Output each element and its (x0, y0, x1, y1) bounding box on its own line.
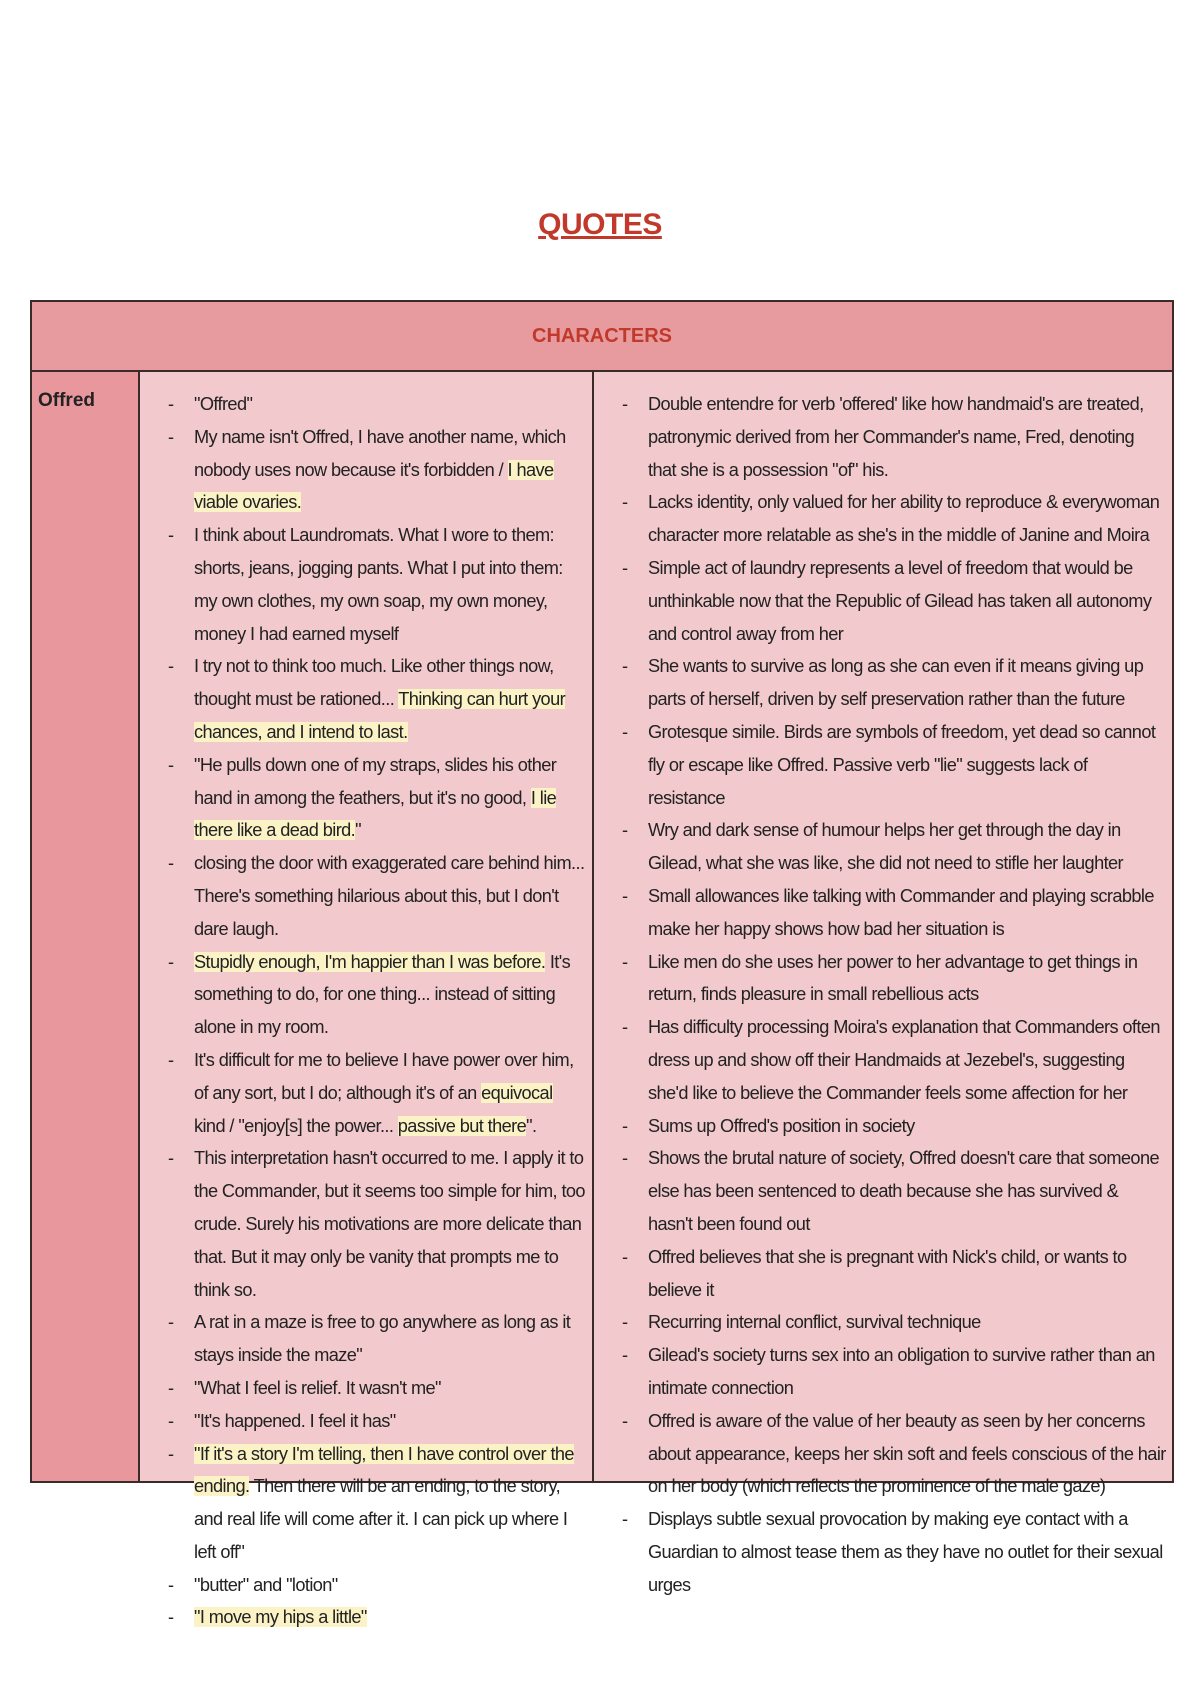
analysis-item: - She wants to survive as long as she can even if it means giving up parts of herself, driven by self preservation rather than the future (622, 650, 1166, 716)
analysis-item: - Grotesque simile. Birds are symbols of freedom, yet dead so cannot fly or escape like Offred. Passive verb "lie" suggests lack of resistance (622, 716, 1166, 814)
quote-text: "He pulls down one of my straps, slides his other hand in among the feathers, but it's no good, (194, 754, 557, 808)
quote-item (168, 847, 586, 945)
analysis-cell (594, 372, 1172, 1595)
analysis-item: - Displays subtle sexual provocation by making eye contact with a Guardian to almost tease them as they have no outlet for their sexual urges (622, 1503, 1166, 1601)
table-header: CHARACTERS (32, 302, 1172, 372)
quote-item (168, 1438, 586, 1569)
quote-item (168, 519, 586, 650)
analysis-list (622, 388, 1166, 1601)
quote-item (168, 1372, 586, 1405)
analysis-item: - Like men do she uses her power to her advantage to get things in return, finds pleasure in small rebellious acts (622, 946, 1166, 1012)
quote-item (168, 1306, 586, 1372)
analysis-item: - Offred believes that she is pregnant with Nick's child, or wants to believe it (622, 1241, 1166, 1307)
quote-text: "What I feel is relief. It wasn't me" (194, 1377, 441, 1398)
quote-text: kind / "enjoy[s] the power... (194, 1115, 398, 1136)
highlighted-quote-text: Thinking can hurt your chances, and I intend to last. (194, 689, 566, 742)
characters-table (30, 300, 1174, 1628)
quote-item (168, 1044, 586, 1142)
analysis-item: - Recurring internal conflict, survival technique (622, 1306, 1166, 1339)
quote-item (168, 749, 586, 847)
quote-text: I think about Laundromats. What I wore to them: shorts, jeans, jogging pants. What I put into them: my own clothes, my own soap, my own money, money I had earned myself (194, 525, 563, 644)
analysis-item: - Simple act of laundry represents a level of freedom that would be unthinkable now that the Republic of Gilead has taken all autonomy and control away from her (622, 552, 1166, 650)
quote-text: "Offred" (194, 394, 253, 414)
analysis-item: - Offred is aware of the value of her beauty as seen by her concerns about appearance, keeps her skin soft and feels conscious of the hair on her body (which reflects the prominence of the male gaze) (622, 1405, 1166, 1503)
quote-text: My name isn't Offred, I have another name, which nobody uses now because it's forbidden / (194, 426, 566, 480)
quote-item (168, 388, 586, 421)
highlighted-quote-text: I lie there like a dead bird. (194, 787, 557, 841)
quote-item (168, 1142, 586, 1306)
quote-text: "butter" and "lotion" (194, 1574, 338, 1595)
quote-text: "It's happened. I feel it has" (194, 1410, 396, 1431)
highlighted-quote-text: "I move my hips a little" (194, 1607, 367, 1628)
quote-item (168, 650, 586, 748)
quote-text: It's something to do, for one thing... instead of sitting alone in my room. (194, 951, 571, 1038)
quote-item (168, 421, 586, 519)
analysis-item: - Gilead's society turns sex into an obligation to survive rather than an intimate connection (622, 1339, 1166, 1405)
analysis-item: - Wry and dark sense of humour helps her get through the day in Gilead, what she was like, she did not need to stifle her laughter (622, 814, 1166, 880)
quote-text: Then there will be an ending, to the story, and real life will come after it. I can pick up where I left off" (194, 1476, 568, 1562)
quote-item (168, 1601, 586, 1634)
page-title: QUOTES (538, 208, 662, 241)
analysis-item: - Lacks identity, only valued for her ability to reproduce & everywoman character more relatable as she's in the middle of Janine and Moira (622, 486, 1166, 552)
quote-text: closing the door with exaggerated care behind him... There's something hilarious about this, but I don't dare laugh. (194, 853, 585, 939)
quotes-list (168, 388, 586, 1634)
highlighted-quote-text: I have viable ovaries. (194, 459, 554, 513)
analysis-item: - Shows the brutal nature of society, Offred doesn't care that someone else has been sentenced to death because she has survived & hasn't been found out (622, 1142, 1166, 1240)
quote-text: A rat in a maze is free to go anywhere as long as it stays inside the maze" (194, 1312, 571, 1366)
quote-item (168, 1405, 586, 1438)
analysis-item: - Sums up Offred's position in society (622, 1110, 1166, 1143)
highlighted-quote-text: equivocal (481, 1082, 553, 1103)
quotes-cell (140, 372, 594, 1628)
analysis-item: - Has difficulty processing Moira's explanation that Commanders often dress up and show off their Handmaids at Jezebel's, suggesting she'd like to believe the Commander feels some affection for her (622, 1011, 1166, 1109)
quote-text: It's difficult for me to believe I have power over him, of any sort, but I do; although it's of an (194, 1049, 574, 1103)
analysis-item: - Small allowances like talking with Commander and playing scrabble make her happy shows how bad her situation is (622, 880, 1166, 946)
character-name: Offred (32, 372, 140, 1481)
highlighted-quote-text: "If it's a story I'm telling, then I have control over the ending. (194, 1443, 574, 1497)
quote-text: ". (526, 1115, 537, 1136)
table-row (32, 372, 1172, 1628)
highlighted-quote-text: passive but there (397, 1115, 527, 1136)
highlighted-quote-text: Stupidly enough, I'm happier than I was before. (194, 951, 546, 972)
quote-text: This interpretation hasn't occurred to me. I apply it to the Commander, but it seems too simple for him, too crude. Surely his motivations are more delicate than that. But it may only be vanity that prompts me to think so. (194, 1148, 585, 1300)
quote-item (168, 946, 586, 1044)
quote-text: " (355, 820, 361, 841)
quote-item (168, 1569, 586, 1602)
analysis-item: - Double entendre for verb 'offered' like how handmaid's are treated, patronymic derived from her Commander's name, Fred, denoting that she is a possession "of" his. (622, 388, 1166, 486)
quote-text: I try not to think too much. Like other things now, thought must be rationed... (194, 656, 554, 710)
